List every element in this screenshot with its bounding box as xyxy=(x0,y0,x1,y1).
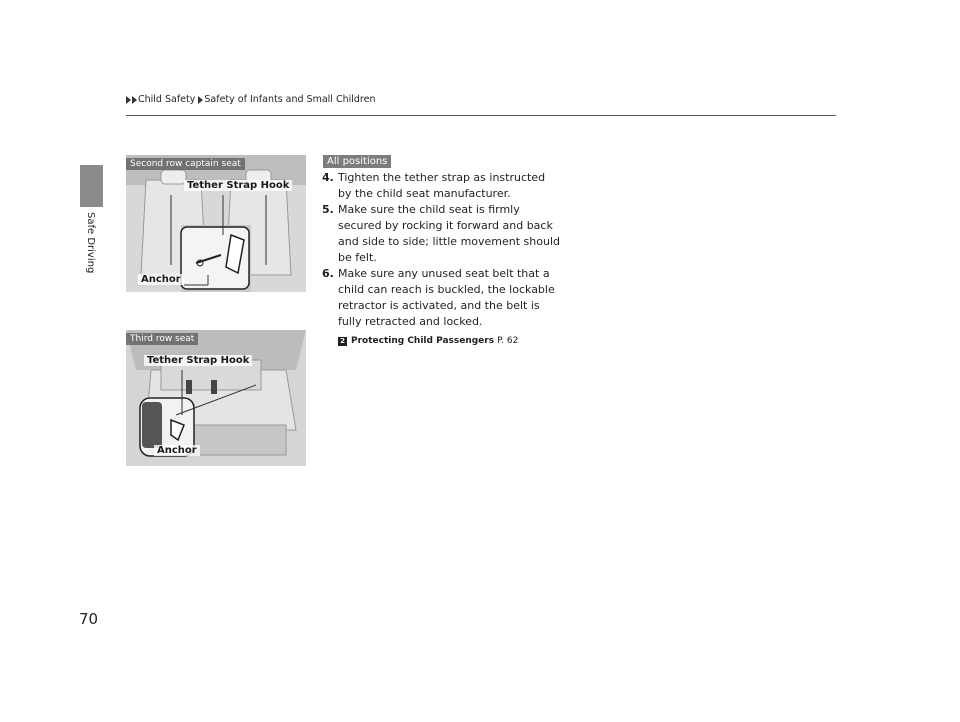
step-number: 5. xyxy=(322,203,334,216)
step-item xyxy=(322,202,562,266)
figure-caption: Third row seat xyxy=(126,333,198,345)
arrow-icon xyxy=(198,96,203,104)
step-number: 6. xyxy=(322,267,334,280)
section-tab xyxy=(80,165,103,207)
anchor-label: Anchor xyxy=(154,445,200,456)
figure-caption: Second row captain seat xyxy=(126,158,245,170)
header-divider xyxy=(126,115,836,116)
reference-page: P. 62 xyxy=(497,336,519,346)
step-text: Make sure the child seat is firmly secured by rocking it forward and back and side to side; little movement should be felt. xyxy=(338,203,560,264)
tether-strap-hook-label: Tether Strap Hook xyxy=(144,355,252,366)
cross-reference-link[interactable] xyxy=(338,333,562,349)
all-positions-badge: All positions xyxy=(323,155,391,168)
third-row-seat-illustration xyxy=(126,330,306,466)
second-row-seat-image xyxy=(126,155,306,292)
breadcrumb-item[interactable]: Child Safety xyxy=(138,94,196,105)
step-text: Tighten the tether strap as instructed by the child seat manufacturer. xyxy=(338,171,546,200)
instruction-steps xyxy=(322,170,562,349)
arrow-icon xyxy=(126,96,131,104)
arrow-icon xyxy=(132,96,137,104)
step-number: 4. xyxy=(322,171,334,184)
anchor-label: Anchor xyxy=(138,274,184,285)
step-item xyxy=(322,170,562,202)
section-label xyxy=(82,212,102,272)
breadcrumb-item[interactable]: Safety of Infants and Small Children xyxy=(204,94,376,105)
page-number: 70 xyxy=(79,610,99,628)
reference-title: Protecting Child Passengers xyxy=(351,336,495,346)
third-row-seat-image xyxy=(126,330,306,466)
breadcrumb xyxy=(126,94,379,105)
step-item xyxy=(322,266,562,330)
step-text: Make sure any unused seat belt that a child can reach is buckled, the lockable retractor is activated, and the belt is fully retracted and locked. xyxy=(338,267,555,328)
tether-strap-hook-label: Tether Strap Hook xyxy=(184,180,292,191)
reference-icon: 2 xyxy=(338,337,347,346)
section-label-text: Safe Driving xyxy=(85,212,96,274)
second-row-seat-illustration xyxy=(126,155,306,292)
